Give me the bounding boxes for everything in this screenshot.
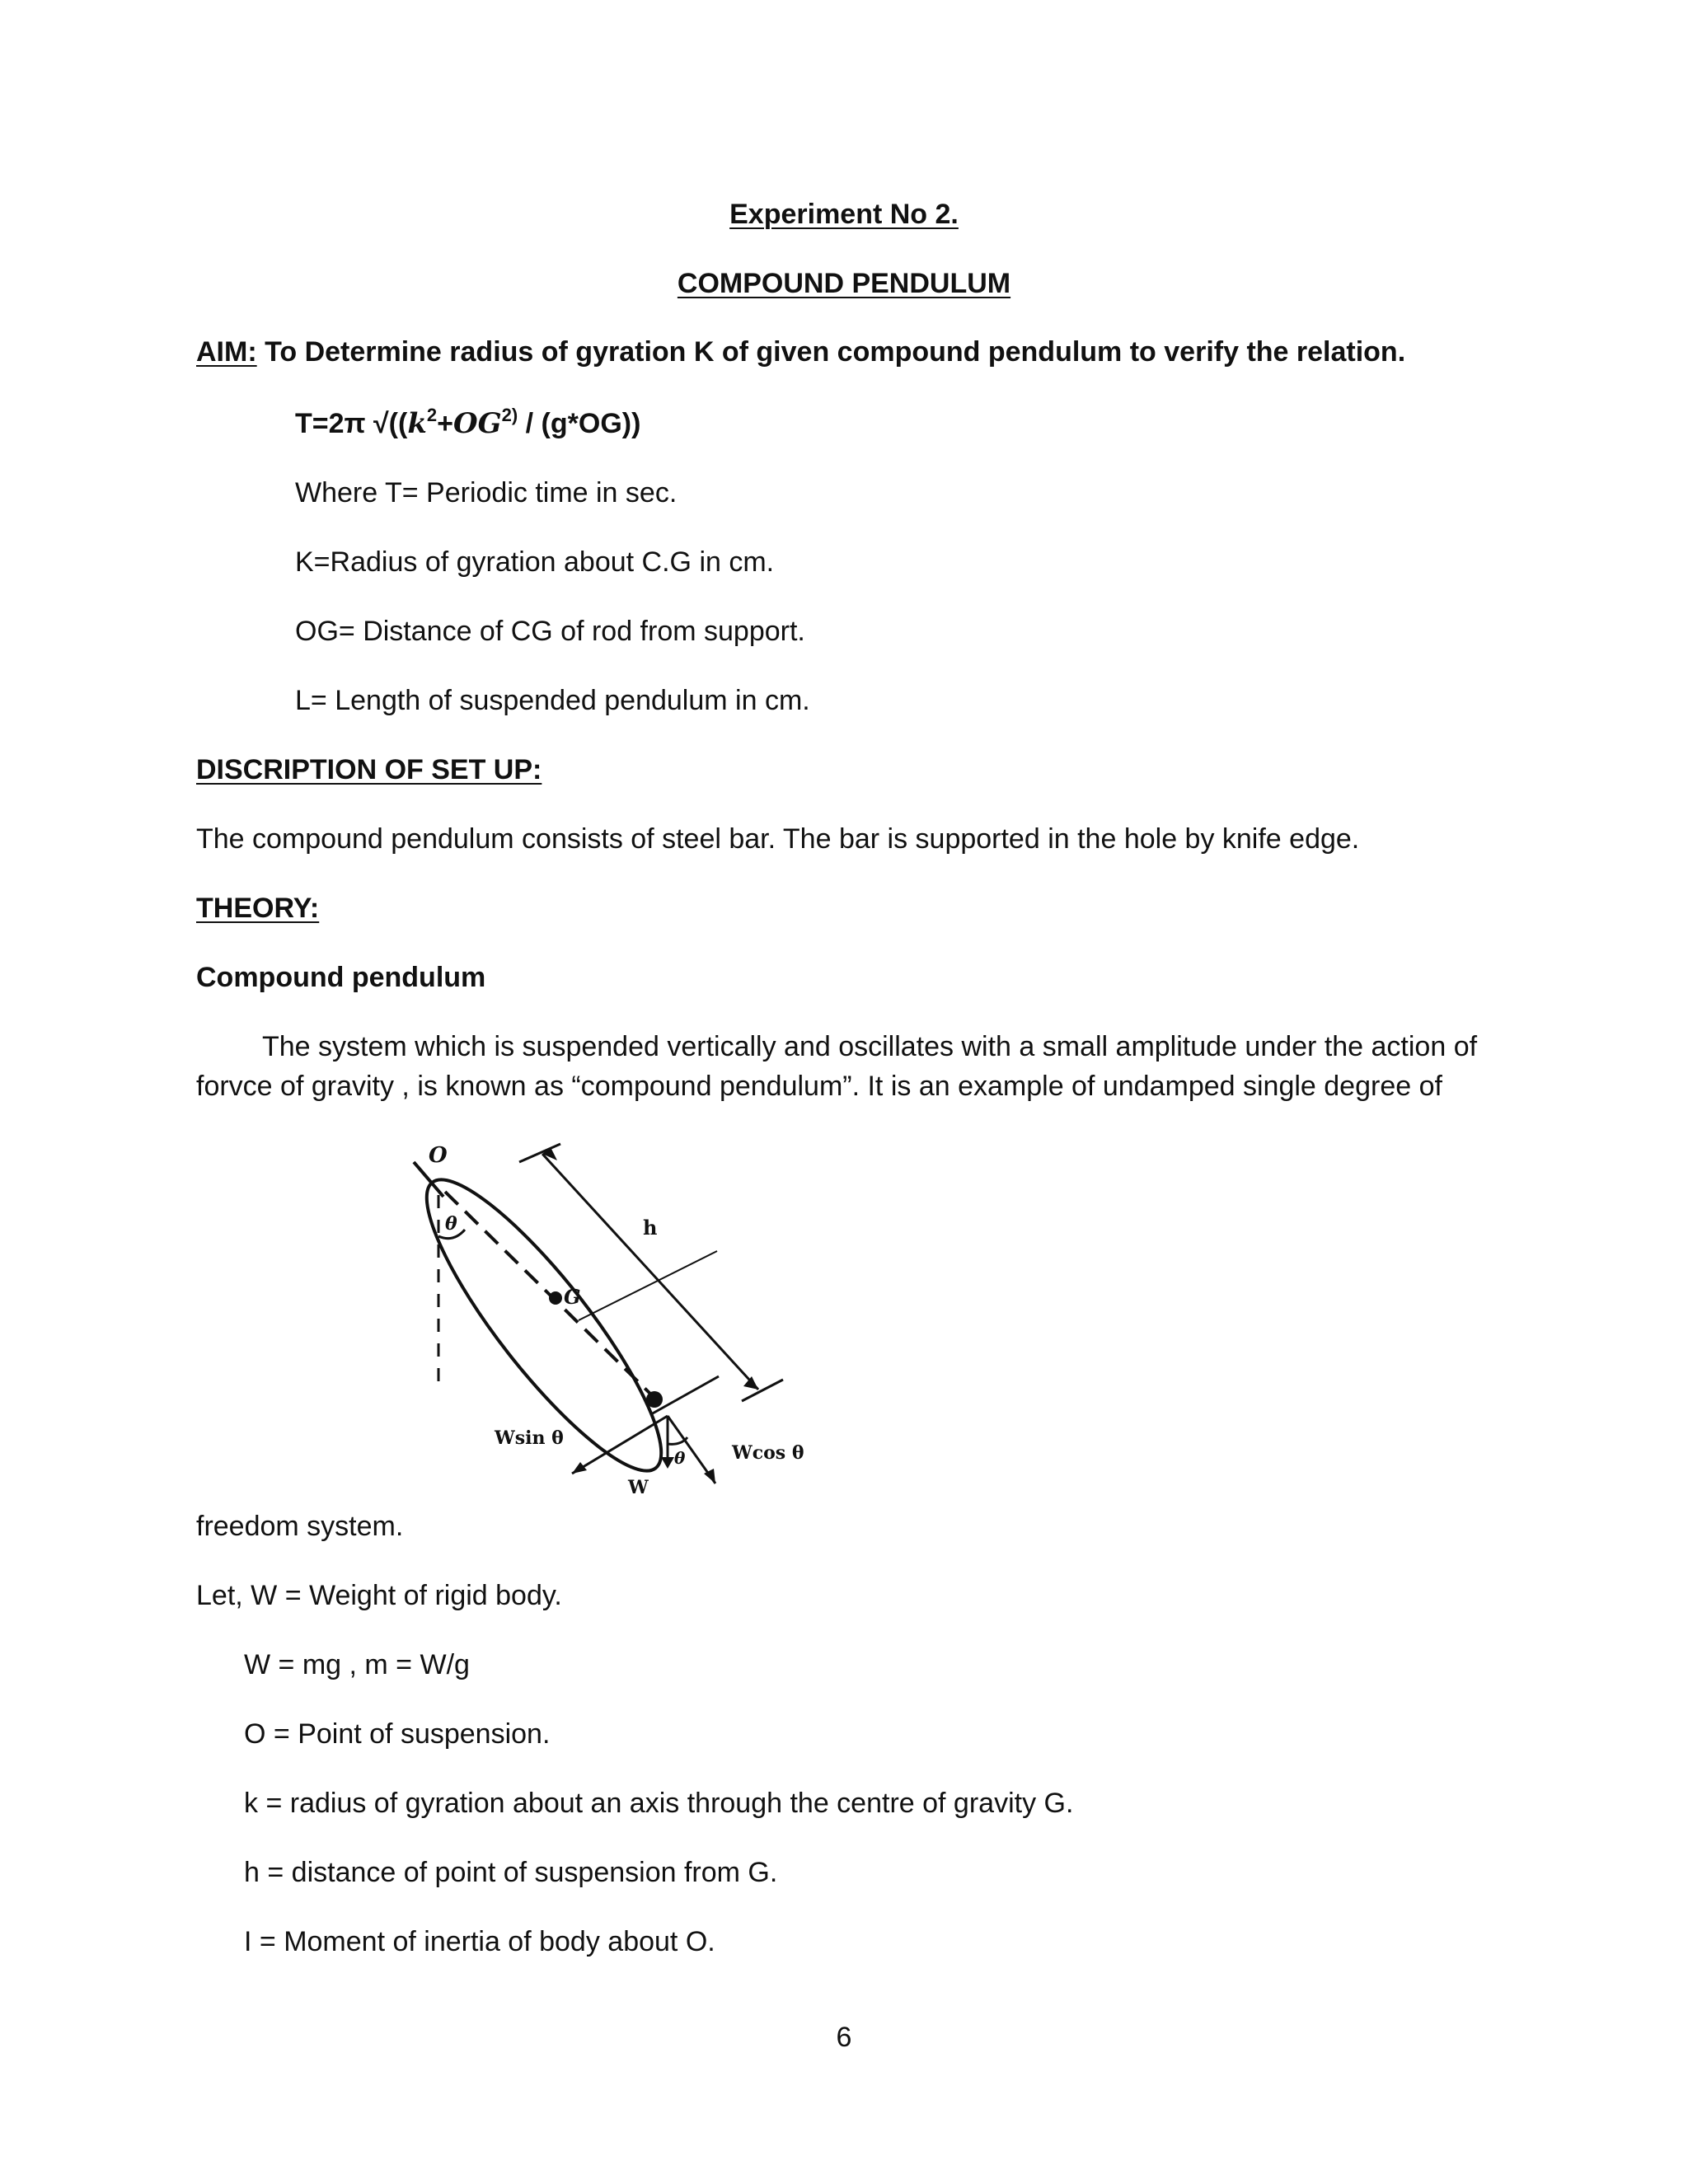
label-o: O — [429, 1143, 448, 1168]
experiment-title: Experiment No 2. — [729, 199, 959, 230]
formula-og-exp: 2) — [501, 405, 518, 425]
formula-k: k — [407, 407, 427, 440]
label-g: G — [564, 1285, 581, 1309]
definition-item: K=Radius of gyration about C.G in cm. — [295, 546, 775, 578]
formula-prefix: T=2π √(( — [295, 408, 408, 439]
label-wsin: Wsin θ — [495, 1427, 564, 1449]
definition-item: L= Length of suspended pendulum in cm. — [295, 685, 810, 716]
let-line: Let, W = Weight of rigid body. — [196, 1580, 562, 1611]
lower-point — [646, 1391, 663, 1408]
arrow-head — [572, 1462, 587, 1474]
g-point — [549, 1291, 562, 1305]
definition-item: Where T= Periodic time in sec. — [295, 477, 678, 509]
label-theta-top: θ — [445, 1213, 457, 1235]
page-number: 6 — [836, 2022, 852, 2053]
experiment-subtitle: COMPOUND PENDULUM — [677, 268, 1011, 299]
formula-k-exp: 2 — [426, 405, 438, 425]
formula-suffix: / (g*OG)) — [518, 408, 641, 439]
setup-text: The compound pendulum consists of steel bar. The bar is supported in the hole by knife edge. — [196, 823, 1360, 855]
wsin-force-line — [572, 1416, 668, 1474]
paragraph-line: freedom system. — [196, 1511, 404, 1542]
compound-pendulum-diagram — [396, 1137, 841, 1516]
compound-heading: Compound pendulum — [196, 962, 486, 993]
arrow-head — [661, 1457, 674, 1469]
g-leader-line — [579, 1251, 717, 1320]
paragraph-line: The system which is suspended vertically and oscillates with a small amplitude under the action of — [262, 1031, 1478, 1062]
let-line: k = radius of gyration about an axis through the centre of gravity G. — [244, 1788, 1074, 1819]
theory-heading: THEORY: — [196, 893, 320, 924]
dimension-tick — [519, 1144, 560, 1162]
aim-text: To Determine radius of gyration K of given compound pendulum to verify the relation. — [256, 336, 1406, 368]
arrow-head — [743, 1376, 758, 1390]
label-theta-bottom: θ — [674, 1448, 686, 1468]
formula-plus: + — [437, 408, 453, 439]
arrow-head — [542, 1147, 557, 1160]
label-h: h — [643, 1216, 658, 1240]
aim-label: AIM: — [196, 336, 257, 368]
let-line: h = distance of point of suspension from G. — [244, 1857, 778, 1888]
formula-og: OG — [453, 407, 502, 440]
dimension-line-h — [542, 1154, 758, 1390]
centre-line — [445, 1192, 654, 1398]
label-w: W — [628, 1477, 649, 1498]
let-line: O = Point of suspension. — [244, 1718, 551, 1750]
let-line: W = mg , m = W/g — [244, 1649, 470, 1680]
aim-line — [196, 334, 1405, 370]
setup-heading: DISCRIPTION OF SET UP: — [196, 754, 542, 785]
paragraph-line: forvce of gravity , is known as “compound pendulum”. It is an example of undamped single degree of — [196, 1071, 1442, 1102]
let-line: I = Moment of inertia of body about O. — [244, 1926, 715, 1957]
definition-item: OG= Distance of CG of rod from support. — [295, 616, 805, 647]
label-wcos: Wcos θ — [732, 1442, 804, 1464]
formula — [295, 405, 640, 442]
